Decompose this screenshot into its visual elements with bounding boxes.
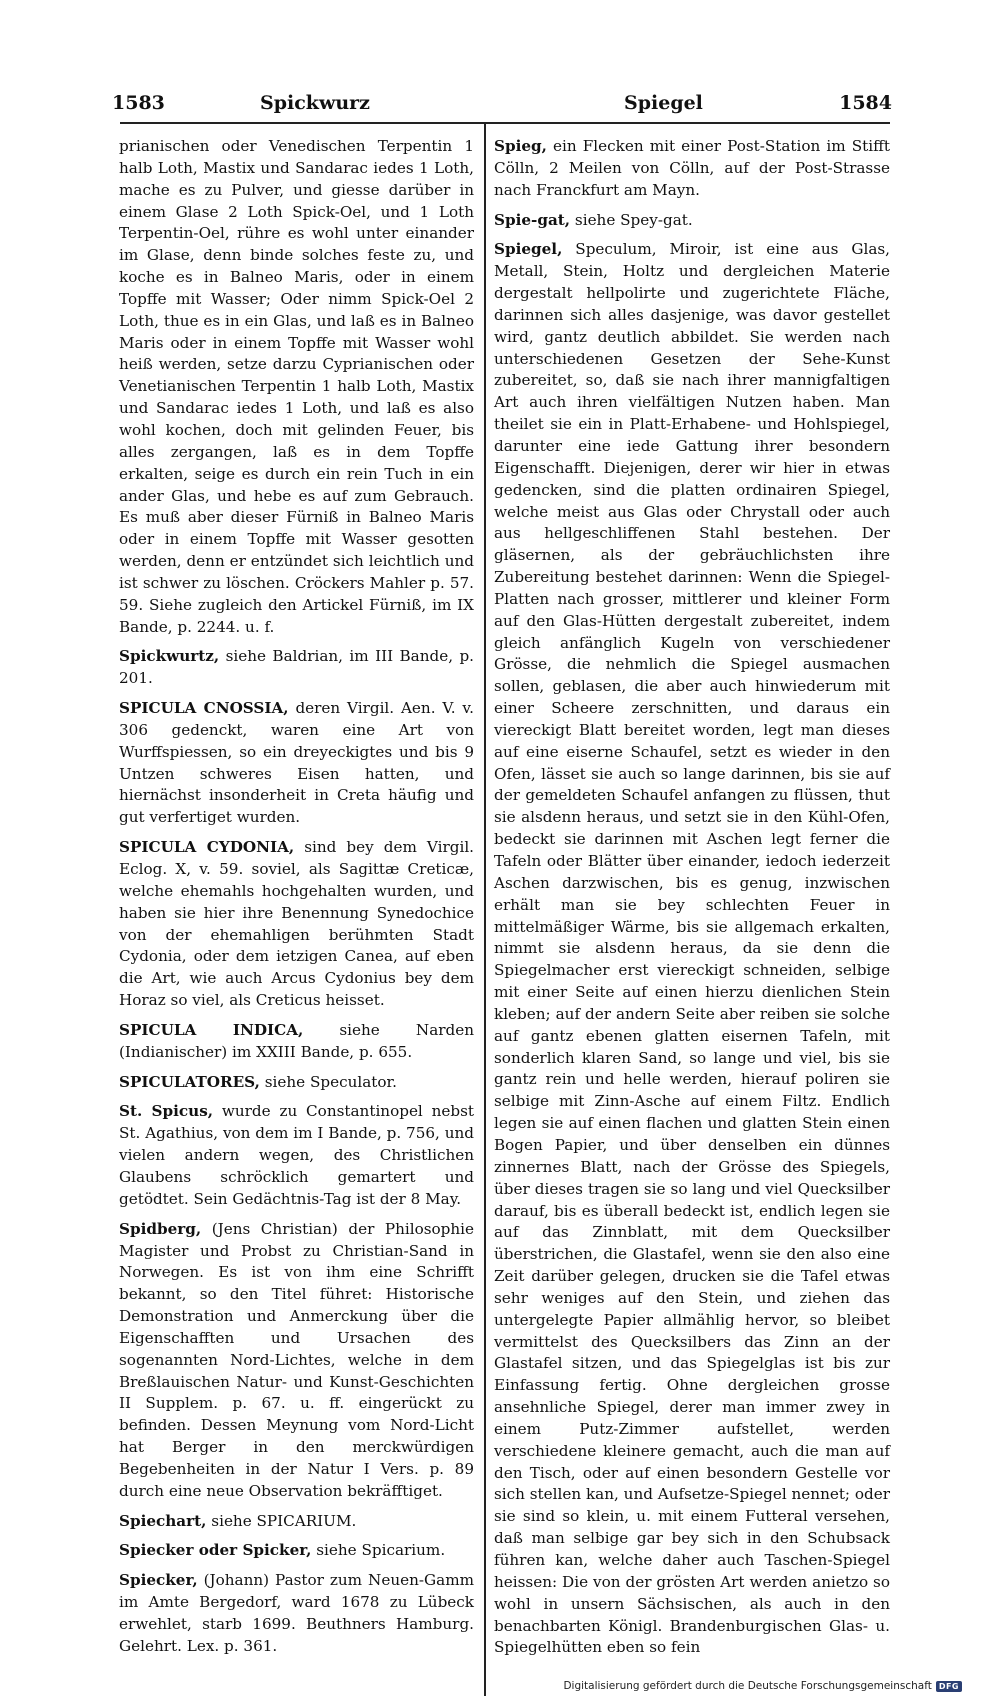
dictionary-entry: [119, 1101, 474, 1210]
entry-text: siehe Spicarium.: [316, 1541, 446, 1560]
dictionary-entry: [494, 136, 890, 202]
entry-text: sind bey dem Virgil. Eclog. X, v. 59. soviel, als Sagittæ Creticæ, welche ehemahls hochgehalten wurden, und haben sie hier ihre Benennung Synedochice von der ehemahligen berühmten Stadt Cydonia, oder dem ietzigen Canea, auf eben die Art, wie auch Arcus Cydonius bey dem Horaz so viel, als Creticus heisset.: [119, 838, 475, 1010]
entry-headword: Spieg,: [494, 137, 547, 155]
entry-text: siehe SPICARIUM.: [211, 1511, 357, 1530]
entry-text: prianischen oder Venedischen Terpentin 1 halb Loth, Mastix und Sandarac iedes 1 Loth, mache es zu Pulver, und giesse darüber in einem Glase 2 Loth Spick-Oel, und 1 Loth Terpentin-Oel, rühre es wohl unter einander im Glase, denn binde solches feste zu, und koche es in Balneo Maris, oder in einem Topffe mit Wasser; Oder nimm Spick-Oel 2 Loth, thue es in ein Glas, und laß es in Balneo Maris oder in einem Topffe mit Wasser wohl heiß werden, setze darzu Cyprianischen oder Venetianischen Terpentin 1 halb Loth, Mastix und Sandarac iedes 1 Loth, und laß es also wohl kochen, doch mit gelinden Feuer, bis alles zergangen, laß es in dem Topffe erkalten, seige es durch ein rein Tuch in ein ander Glas, und hebe es auf zum Gebrauch. Es muß aber dieser Fürniß in Balneo Maris oder in einem Topffe mit Wasser gesotten werden, denn er entzündet sich leichtlich und ist schwer zu löschen. Cröckers Mahler p. 57. 59. Siehe zugleich den Artickel Fürniß, im IX Bande, p. 2244. u. f.: [119, 137, 474, 636]
footer-text: Digitalisierung gefördert durch die Deutsche Forschungsgemeinschaft: [563, 1680, 932, 1692]
dictionary-entry: [494, 210, 890, 232]
entry-headword: SPICULATORES,: [119, 1072, 260, 1091]
entry-text: deren Virgil. Aen. V. v. 306 gedenckt, waren eine Art von Wurffspiessen, so ein dreyeckigtes und bis 9 Untzen schweres Eisen hatten, und hiernächst insonderheit in Creta häufig und gut verfertiget wurden.: [119, 699, 474, 827]
entry-headword: Spickwurtz,: [119, 647, 220, 666]
entry-text: Speculum, Miroir, ist eine aus Glas, Metall, Stein, Holtz und dergleichen Materie dergestalt hellpolirte und zugerichtete Fläche, darinnen sich alles dasjenige, was davor gestellet wird, gantz deutlich abbildet. Sie werden nach unterschiedenen Gesetzen der Sehe-Kunst zubereitet, so, daß sie nach ihrer mannigfaltigen Art auch ihren vielfältigen Nutzen haben. Man theilet sie ein in Platt-Erhabene- und Hohlspiegel, darunter eine iede Gattung ihrer besondern Eigenschafft. Diejenigen, derer wir hier in etwas gedencken, sind die platten ordinairen Spiegel, welche meist aus Glas oder Chrystall oder auch aus hellgeschliffenen Stahl bestehen. Der gläsernen, als der gebräuchlichsten ihre Zubereitung bestehet darinnen: Wenn die Spiegel-Platten nach grosser, mittlerer und kleiner Form auf den Glas-Hütten dergestalt zubereitet, indem gleich anfänglich Kugeln von verschiedener Grösse, die nehmlich die Spiegel ausmachen sollen, geblasen, die aber auch hinwiederum mit einer Scheere zerschnitten, und daraus ein viereckigt Blatt bereitet worden, legt man dieses auf eine eiserne Schaufel, setzt es wieder in den Ofen, lässet sie auch so lange darinnen, bis sie auf der gemeldeten Schaufel anfangen zu flüssen, thut sie alsdenn heraus, und setzt sie in den Kühl-Ofen, bedeckt sie darinnen mit Aschen legt ferner die Tafeln oder Blätter über einander, iedoch iederzeit Aschen darzwischen, bis es genug, inzwischen erhält man sie bey schlechten Feuer in mittelmäßiger Wärme, bis sie allgemach erkalten, nimmt sie alsdenn heraus, da sie denn die Spiegelmacher erst viereckigt schneiden, selbige mit einer Seite auf einen hierzu dienlichen Stein kleben; auf der andern Seite aber reiben sie solche auf gantz ebenen glatten eisernen Tafeln, mit sonderlich klaren Sand, so lange und viel, bis sie gantz rein und helle werden, hierauf poliren sie selbige mit Zinn-Asche auf einem Filtz. Endlich legen sie auf einen flachen und glatten Stein einen Bogen Papier, und über denselben ein dünnes zinnernes Blatt, nach der Grösse des Spiegels, über dieses tragen sie so lang und viel Quecksilber darauf, bis es überall bedeckt ist, endlich legen sie auf das Zinnblatt, mit dem Quecksilber überstrichen, die Glastafel, wenn sie den also eine Zeit darüber gelegen, drucken sie die Tafel etwas sehr weniges auf den Stein, und ziehen das untergelegte Papier allmählig hervor, so bleibet vermittelst des Quecksilbers das Zinn an der Glastafel sitzen, und das Spiegelglas ist bis zur Einfassung fertig. Ohne dergleichen grosse ansehnliche Spiegel, derer man immer zwey in einem Putz-Zimmer aufstellet, werden verschiedene kleinere gemacht, auch die man auf den Tisch, oder auf einen besondern Gestelle vor sich stellen kan, und Aufsetze-Spiegel nennet; oder sie sind so klein, u. mit einem Futteral versehen, daß man selbige gar bey sich in den Schubsack führen kan, welche daher auch Taschen-Spiegel heissen: Die von der grösten Art werden anietzo so wohl in unsern Sächsischen, als auch in den benachbarten Königl. Brandenburgischen Glas- u. Spiegelhütten eben so fein: [494, 240, 890, 1657]
dictionary-entry: [119, 136, 474, 638]
right-column: [494, 136, 890, 1665]
right-running-head: Spiegel: [624, 92, 703, 114]
entry-text: ein Flecken mit einer Post-Station im Stifft Cölln, 2 Meilen von Cölln, auf der Post-Strasse nach Franckfurt am Mayn.: [494, 137, 891, 199]
entry-headword: Spiecker,: [119, 1571, 198, 1590]
dictionary-entry: [119, 1570, 474, 1657]
dictionary-entry: [119, 1072, 474, 1094]
header-rule: [120, 122, 890, 124]
entry-text: siehe Narden (Indianischer) im XXIII Bande, p. 655.: [119, 1020, 474, 1061]
entry-headword: Spidberg,: [119, 1219, 202, 1238]
dictionary-entry: [119, 1540, 474, 1562]
entry-text: wurde zu Constantinopel nebst St. Agathius, von dem im I Bande, p. 756, und vielen andern wegen, des Christlichen Glaubens schröcklich gemartert und getödtet. Sein Gedächtnis-Tag ist der 8 May.: [119, 1102, 475, 1208]
entry-headword: Spiegel,: [494, 240, 563, 259]
dfg-logo: DFG: [936, 1681, 962, 1692]
entry-text: (Jens Christian) der Philosophie Magister und Probst zu Christian-Sand in Norwegen. Es ist von ihm eine Schrifft bekannt, so den Titel führet: Historische Demonstration und Anmerckung über die Eigenschafften und Ursachen des sogenannten Nord-Lichtes, welche in dem Breßlauischen Natur- und Kunst-Geschichten II Supplem. p. 67. u. ff. eingerückt zu befinden. Dessen Meynung vom Nord-Licht hat Berger in den merckwürdigen Begebenheiten in der Natur I Vers. p. 89 durch eine neue Observation bekräfftiget.: [119, 1219, 474, 1500]
page-header: [112, 92, 892, 122]
entry-text: siehe Speculator.: [264, 1072, 397, 1091]
left-running-head: Spickwurz: [260, 92, 370, 114]
entry-text: siehe Spey-gat.: [574, 210, 693, 229]
dictionary-entry: [119, 1020, 474, 1064]
column-divider: [484, 124, 486, 1696]
dictionary-entry: [119, 646, 474, 690]
dictionary-entry: [119, 1219, 474, 1503]
entry-headword: SPICULA INDICA,: [119, 1020, 304, 1039]
entry-headword: St. Spicus,: [119, 1102, 214, 1121]
entry-headword: SPICULA CYDONIA,: [119, 838, 295, 857]
right-page-number: 1584: [839, 92, 892, 114]
entry-text: (Johann) Pastor zum Neuen-Gamm im Amte Bergedorf, ward 1678 zu Lübeck erwehlet, starb 1699. Beuthners Hamburg. Gelehrt. Lex. p. 361.: [119, 1571, 474, 1655]
entry-headword: Spiechart,: [119, 1511, 207, 1530]
entry-headword: SPICULA CNOSSIA,: [119, 699, 289, 718]
entry-headword: Spie-gat,: [494, 210, 571, 229]
entry-text: siehe Baldrian, im III Bande, p. 201.: [119, 647, 475, 688]
left-column: [119, 136, 474, 1664]
left-page-number: 1583: [112, 92, 165, 114]
digitization-footer: [563, 1680, 962, 1692]
dictionary-entry: [119, 698, 474, 829]
dictionary-entry: [494, 239, 890, 1659]
dictionary-entry: [119, 837, 474, 1012]
entry-headword: Spiecker oder Spicker,: [119, 1541, 312, 1560]
dictionary-entry: [119, 1511, 474, 1533]
